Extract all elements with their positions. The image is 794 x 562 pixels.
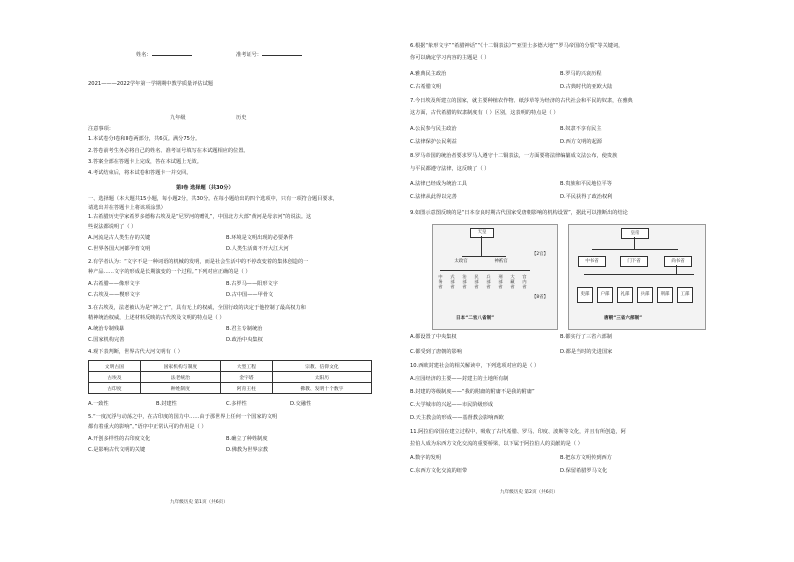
- q11-option-c: C.东西方文化交流的纽带: [410, 468, 468, 474]
- q3-option-a: A.统治专制残暴: [88, 326, 125, 332]
- q7-option-a: A.公民参与民主政治: [410, 126, 457, 132]
- exam-no-label: 准考证号：: [236, 52, 302, 59]
- diagram-node: 大藏省: [510, 274, 515, 289]
- diagram-line: [634, 237, 635, 249]
- q6-option-c: C.古希腊文明: [410, 84, 442, 90]
- section1-heading: 第Ⅰ卷 选择题（共30分）: [176, 185, 234, 191]
- diagram-line: [481, 236, 482, 256]
- notes-item: 1.本试卷分Ⅰ卷和Ⅱ卷两部分，共6页。满分75分。: [88, 136, 201, 142]
- q7-option-c: C.法律保护公民利益: [410, 139, 457, 145]
- q1-option-c: C.世界各国大河都孕育文明: [88, 246, 151, 252]
- q1-option-b: B.环境是文明出现的必要条件: [226, 235, 294, 241]
- diagram-node: 尚书省: [664, 256, 692, 267]
- q11-stem: 拉伯人成为东西方文化交流的重要桥梁，以下属于阿拉伯人的贡献的是（ ）: [410, 441, 583, 447]
- q9-caption-right: 唐朝“三省六部制”: [604, 316, 643, 321]
- diagram-node: 兵部: [637, 287, 653, 303]
- q5-stem: 5.“一度沉浮与动荡之中，在古印度的国力中……由于那世界上任何一个国家的文明: [88, 414, 278, 420]
- q2-stem: 种产品……文字的形成是长期演变的一个过程。”下列对应正确的是（ ）: [88, 269, 251, 275]
- table-row: 古埃及 法老统治 金字塔 太阳历: [89, 372, 372, 383]
- q4-option-c: C.多样性: [226, 401, 247, 407]
- q8-option-a: A.法律已经成为统治工具: [410, 181, 467, 187]
- q10-option-d: D.天主教会的形成——基督教会影响西欧: [410, 415, 504, 421]
- notes-item: 4.考试结束后，将本试卷和答题卡一并交回。: [88, 170, 192, 176]
- diagram-node: 太政官: [454, 259, 468, 264]
- q3-stem: 精神统治权威，上述材料反映的古代埃及文明的特点是（ ）: [88, 315, 225, 321]
- q11-option-a: A.数字的发明: [410, 455, 442, 461]
- q6-stem: 6.根据“象形文字”“希腊神话”“《十二铜表法》”“亚里士多德大地”“罗马帝国的分裂”等关键词，: [410, 43, 624, 49]
- diagram-node: 门下省: [620, 256, 648, 267]
- q11-stem: 11.阿拉伯帝国在建立过程中，吸收了古代希腊、罗马、印度、波斯等文化，并且有所创造，阿: [410, 429, 626, 435]
- table-row: 文明古国 国家机构与制度 大型工程 宗教、信仰文化: [89, 361, 372, 372]
- q5-option-a: A.开创多样性的古印度文化: [88, 436, 151, 442]
- q8-stem: 8.罗马帝国的统治者要求罗马人遵守十二铜表法，一方面要将法律编纂成文法公布，使贵族: [410, 153, 618, 159]
- q10-stem: 10.西欧封建社会的相关解读中，下列选项对应的是（ ）: [410, 363, 540, 369]
- q10-option-b: B.封建的等级制度——“我的附庸的附庸不是我的附庸”: [410, 389, 535, 395]
- diagram-line: [676, 265, 677, 274]
- footer-right: 九年级历史 第2页（共6页）: [500, 490, 558, 495]
- notes-item: 2.答卷前考生务必将自己的姓名、准考证号填写在本试题相应的位置。: [88, 148, 249, 154]
- paper-title: 2021———2022学年第一学期期中教学质量评估试题: [88, 81, 213, 87]
- q9-option-a: A.都设置了中央集权: [410, 334, 457, 340]
- q2-option-d: D.古中国——甲骨文: [226, 292, 274, 298]
- diagram-line: [592, 249, 678, 250]
- notes-heading: 注意事项：: [88, 126, 114, 132]
- q9-stem: 9.如图示意图反映的是“日本奈良时期古代国家受唐朝影响的机构设置”，据此可以推断出的结论: [410, 210, 628, 216]
- q2-option-a: A.古希腊——像形文字: [88, 281, 140, 287]
- diagram-line: [440, 270, 530, 271]
- q6-stem: 你可以确定学习内容的主题是（ ）: [410, 55, 490, 61]
- q5-stem: 都有着重大的影响”。”语序中正常认可的作用是（ ）: [88, 424, 207, 430]
- q10-option-c: C.大学城市的兴起——市民阶级形成: [410, 402, 494, 408]
- q10-option-a: A.庄园经济的主要——封建主的土地所有制: [410, 376, 509, 382]
- tang-diagram: [568, 224, 706, 330]
- q8-option-c: C.法律从此得以完善: [410, 194, 457, 200]
- q3-option-d: D.政治中央集权: [226, 337, 263, 343]
- diagram-side-label: 【8省】: [532, 295, 548, 300]
- q8-option-d: D.平民获得了政治权利: [560, 194, 613, 200]
- q2-option-b: B.古罗马——阳形文字: [226, 281, 278, 287]
- notes-item: 3.答案全部在答题卡上完成，答在本试题上无效。: [88, 159, 202, 165]
- q5-option-c: C.是影响古代文明的关键: [88, 447, 146, 453]
- diagram-line: [462, 256, 506, 257]
- q9-option-c: C.都受到了唐朝的影响: [410, 349, 462, 355]
- diagram-node: 天皇: [470, 228, 494, 238]
- q8-stem: 与平民都遵守法律，这反映了（ ）: [410, 166, 490, 172]
- diagram-node: 皇帝: [621, 228, 649, 239]
- diagram-node: 中书省: [578, 256, 606, 267]
- q11-option-d: D.保留希腊罗马文化: [560, 468, 608, 474]
- name-label: 姓名：: [136, 52, 192, 59]
- q6-option-a: A.雅典民主政治: [410, 71, 447, 77]
- q4-table: [88, 360, 372, 394]
- q4-option-a: A.一致性: [88, 401, 109, 407]
- diagram-node: 户部: [597, 287, 613, 303]
- q3-stem: 3.在古埃及，法老被认为是“神之子”，具有无上的权威，全国行政的决定于他控制了最高权力和: [88, 305, 306, 311]
- q9-option-d: D.都是当时的先进国家: [560, 349, 613, 355]
- diagram-node: 刑部省: [498, 274, 503, 289]
- diagram-node: 民部省: [474, 274, 479, 289]
- q3-option-c: C.国家机构完善: [88, 337, 125, 343]
- q7-option-b: B.奴隶不享有民主: [560, 126, 602, 132]
- q7-stem: 7.今日埃及所建立的国家，就主要种植农作物、纸莎草等为经济的古代社会和平民的奴隶，在雅典: [410, 98, 633, 104]
- paper-subject: 九年级: [170, 115, 186, 121]
- q4-stem: 4.观下表判断，世界古代大河文明有（ ）: [88, 349, 183, 355]
- diagram-node: 兵部省: [486, 274, 491, 289]
- q2-option-c: C.古埃及——楔形文字: [88, 292, 140, 298]
- diagram-node: 式部省: [450, 274, 455, 289]
- q7-option-d: D.西方文明的起源: [560, 139, 602, 145]
- diagram-node: 刑部: [657, 287, 673, 303]
- table-row: 古印度 种姓制度 阿育王柱 佛教、发明十个数字: [89, 383, 372, 394]
- diagram-node: 神祇官: [494, 259, 508, 264]
- q1-option-a: A.河流是古人类生存的关键: [88, 235, 151, 241]
- diagram-node: 礼部: [617, 287, 633, 303]
- q7-stem: 这方面，古代希腊的奴隶制度有（ ）区别，这表明的特点是（ ）: [410, 110, 559, 116]
- q8-option-b: B.贵族和平民地位平等: [560, 181, 612, 187]
- q3-option-b: B.君主专制统治: [226, 326, 263, 332]
- q9-caption-left: 日本“二官八省制”: [456, 316, 495, 321]
- diagram-node: 治部省: [462, 274, 467, 289]
- q9-option-b: B.都实行了三省六部制: [560, 334, 612, 340]
- diagram-side-label: 【2官】: [532, 252, 548, 257]
- q4-option-d: D.交融性: [290, 401, 312, 407]
- diagram-line: [584, 274, 694, 275]
- section1-intro: 请选出并在答题卡上将该项涂黑）: [88, 205, 166, 211]
- q1-option-d: D.人类生活离不开大江大河: [226, 246, 289, 252]
- q5-option-d: D.佛教为世界宗教: [226, 447, 268, 453]
- section1-intro: 一、选择题（本大题共15小题，每小题2分，共30分。在每小题给出的四个选项中，只有一项符合题目要求，: [88, 196, 338, 202]
- q11-option-b: B.把东方文明传到西方: [560, 455, 612, 461]
- q1-stem: 些说法都说明了（ ）: [88, 224, 137, 230]
- footer-left: 九年级历史 第1页（共6页）: [170, 500, 228, 505]
- q6-option-d: D.古典时代的亚欧大陆: [560, 84, 613, 90]
- q1-stem: 1.古希腊历史学家希罗多德称古埃及是“尼罗河的赠礼”，中国北方大部“黄河是母亲河”的说法。这: [88, 214, 312, 220]
- paper-subject-2: 历史: [236, 115, 247, 121]
- q2-stem: 2.有学者认为：“文字不是一种词语的机械的发明，而是社会生活中的不停改变着的集体创造的一: [88, 259, 309, 265]
- q5-option-b: B.确立了种姓制度: [226, 436, 268, 442]
- q6-option-b: B.罗马的兴衰历程: [560, 71, 602, 77]
- q4-option-b: B.封建性: [156, 401, 177, 407]
- diagram-node: 宫内省: [522, 274, 527, 289]
- diagram-node: 吏部: [577, 287, 593, 303]
- diagram-node: 中务省: [438, 274, 443, 289]
- diagram-node: 工部: [677, 287, 693, 303]
